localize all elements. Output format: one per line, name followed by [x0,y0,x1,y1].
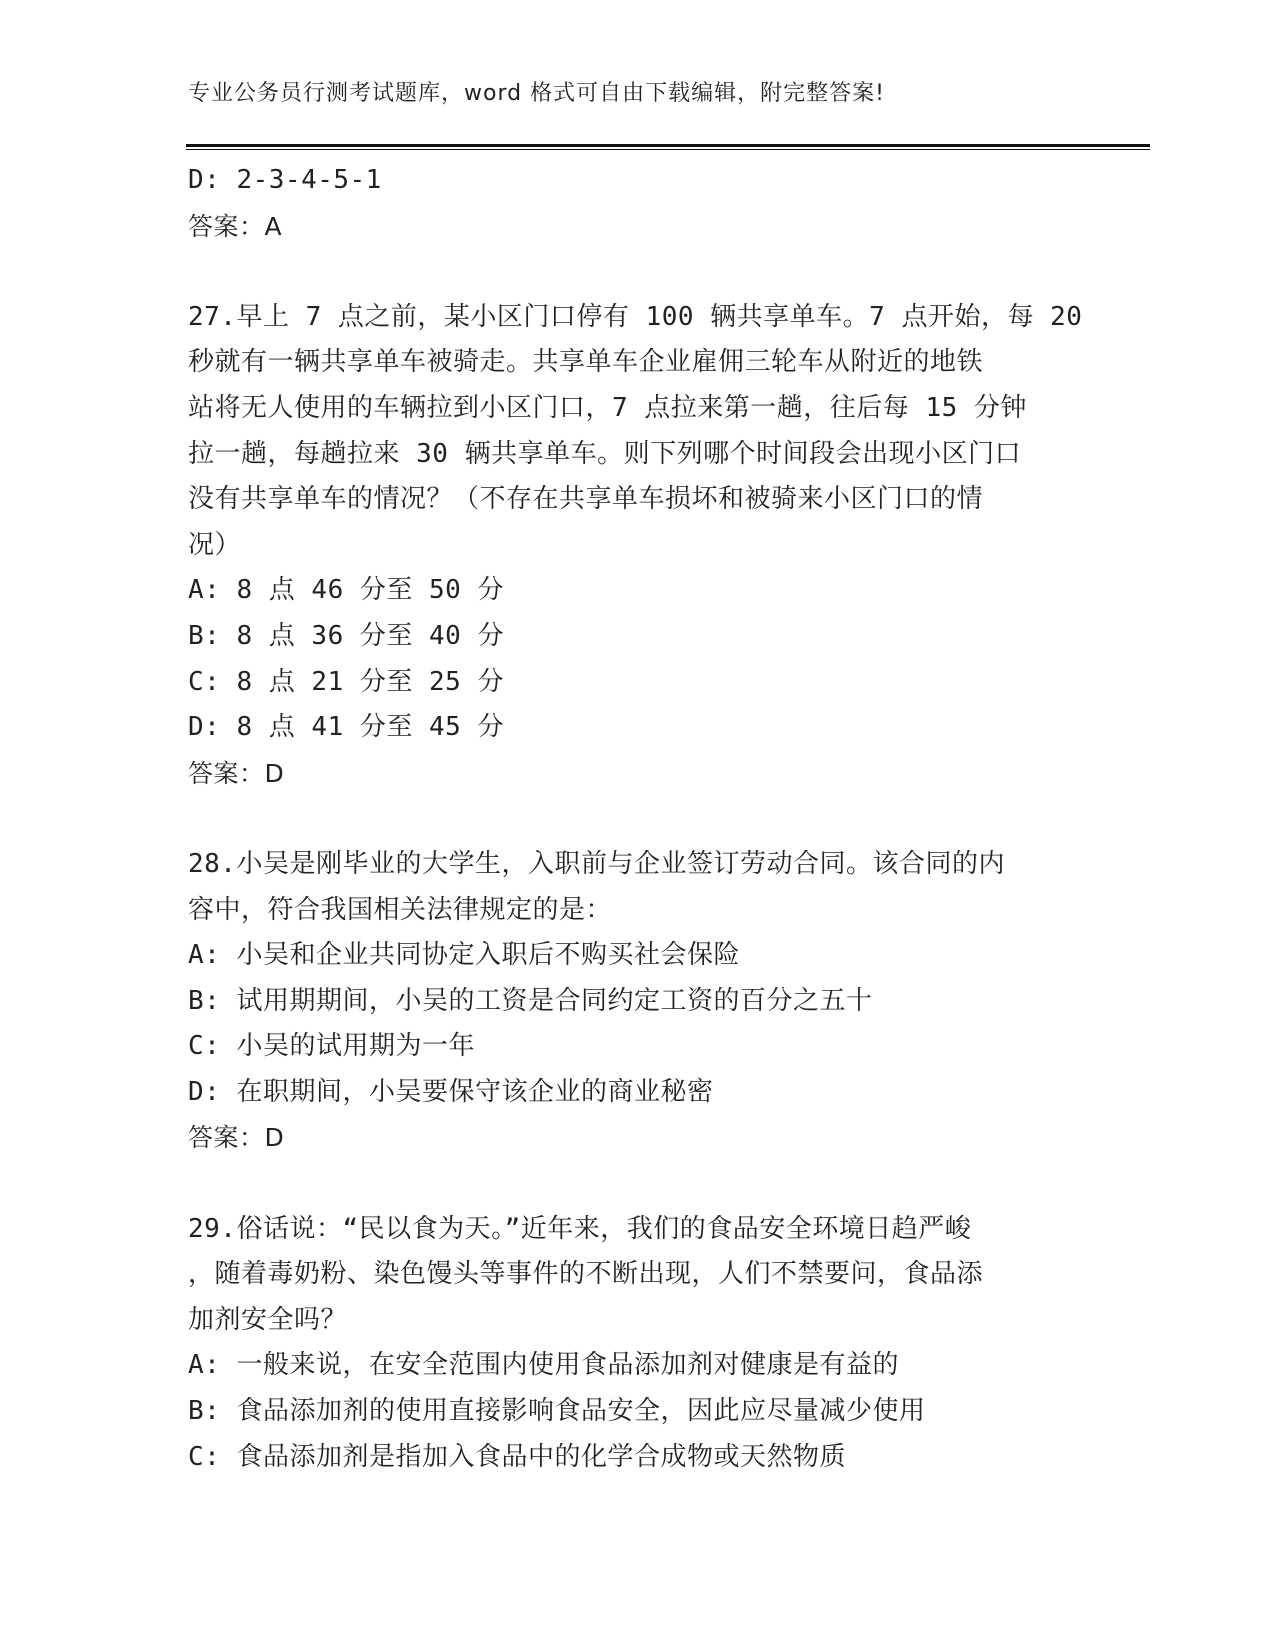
question-text: 拉一趟，每趟拉来 30 辆共享单车。则下列哪个时间段会出现小区门口 [188,438,1022,469]
question-text: 容中，符合我国相关法律规定的是： [188,894,613,925]
document-body [188,158,1088,1480]
question-text: 没有共享单车的情况？（不存在共享单车损坏和被骑来小区门口的情 [188,484,984,515]
question-text: 29.俗话说：“民以食为天。”近年来，我们的食品安全环境日趋严峻 [188,1213,972,1244]
question-28 [188,842,1088,1161]
question-text: 秒就有一辆共享单车被骑走。共享单车企业雇佣三轮车从附近的地铁 [188,347,984,378]
option-b: B: 试用期期间，小吴的工资是合同约定工资的百分之五十 [188,985,873,1016]
option-a: A: 小吴和企业共同协定入职后不购买社会保险 [188,940,740,971]
option-c: C: 8 点 21 分至 25 分 [188,666,504,697]
option-c: C: 小吴的试用期为一年 [188,1031,475,1062]
header-rule-thin [186,149,1150,150]
header-rule-thick [186,144,1150,147]
page-header: 专业公务员行测考试题库，word 格式可自由下载编辑，附完整答案! [188,81,885,106]
answer: 答案：D [188,758,285,788]
question-29 [188,1207,1088,1481]
answer: 答案：D [188,1123,285,1153]
question-27 [188,295,1088,797]
option-a: A: 8 点 46 分至 50 分 [188,575,504,606]
option-d: D: 8 点 41 分至 45 分 [188,712,504,743]
option-b: B: 8 点 36 分至 40 分 [188,620,504,651]
option-d: D: 2-3-4-5-1 [188,165,382,195]
question-text: ，随着毒奶粉、染色馒头等事件的不断出现，人们不禁要问，食品添 [188,1259,984,1290]
option-d: D: 在职期间，小吴要保守该企业的商业秘密 [188,1076,714,1107]
question-text: 站将无人使用的车辆拉到小区门口，7 点拉来第一趟，往后每 15 分钟 [188,392,1027,423]
option-b: B: 食品添加剂的使用直接影响食品安全，因此应尽量减少使用 [188,1396,926,1427]
question-text: 28.小吴是刚毕业的大学生，入职前与企业签订劳动合同。该合同的内 [188,848,1005,879]
question-text: 加剂安全吗？ [188,1304,348,1335]
question-text: 27.早上 7 点之前，某小区门口停有 100 辆共享单车。7 点开始，每 20 [188,301,1083,332]
option-a: A: 一般来说，在安全范围内使用食品添加剂对健康是有益的 [188,1350,899,1381]
option-c: C: 食品添加剂是指加入食品中的化学合成物或天然物质 [188,1441,846,1472]
question-text: 况） [188,529,242,560]
answer: 答案：A [188,211,283,241]
